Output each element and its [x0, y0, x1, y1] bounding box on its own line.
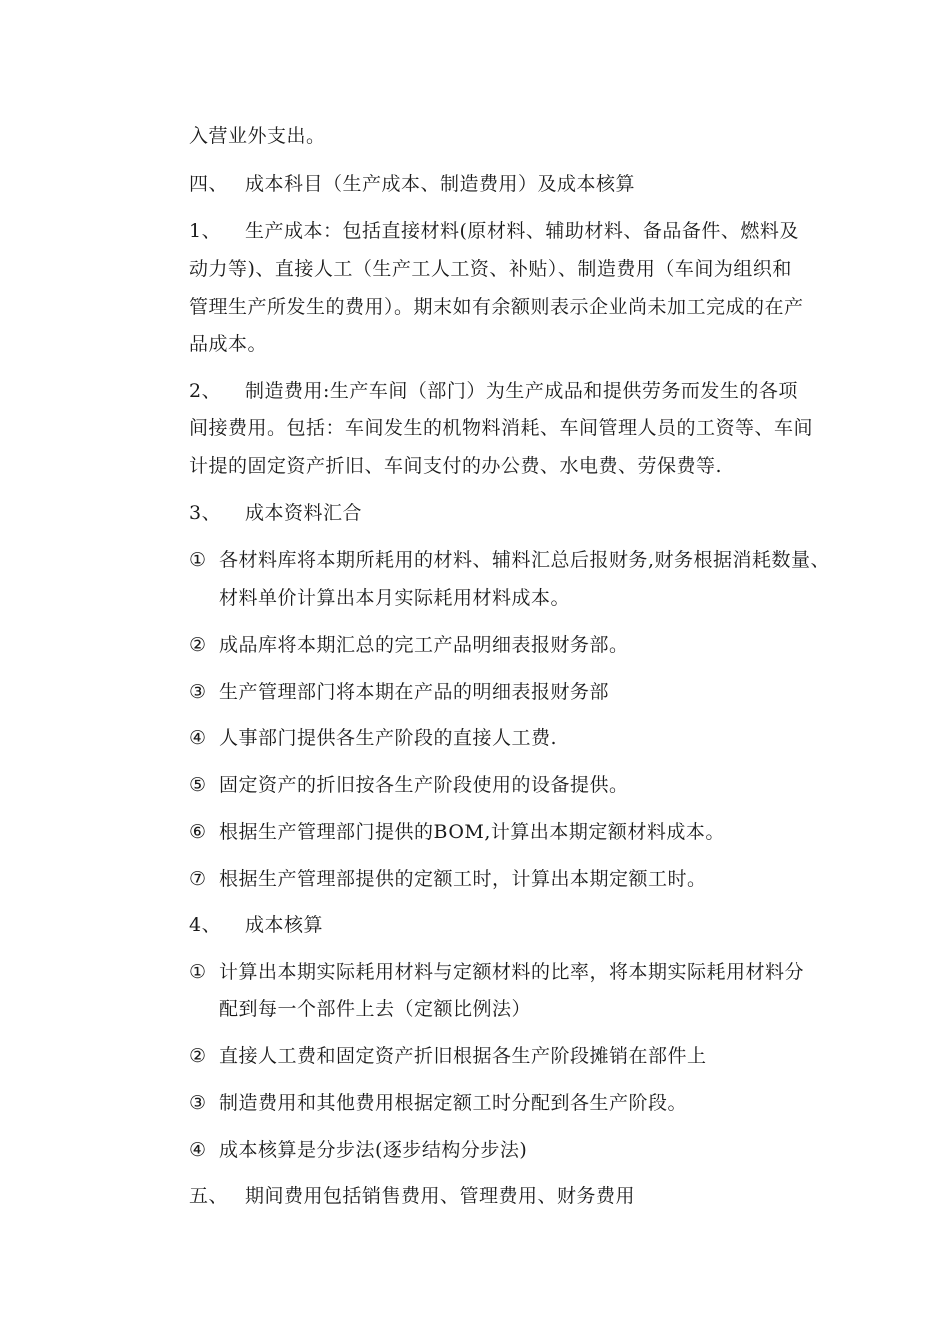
subsection-number: 3、 [189, 502, 222, 524]
paragraph-text: 品成本。 [189, 333, 268, 355]
list-item [189, 867, 707, 891]
item-marker: ③ [189, 681, 207, 703]
subsection-heading-3 [189, 501, 362, 525]
paragraph-text: 生产成本：包括直接材料(原材料、辅助材料、备品备件、燃料及 [245, 220, 799, 242]
item-text: 成品库将本期汇总的完工产品明细表报财务部。 [219, 634, 629, 656]
text-line [189, 257, 792, 281]
item-text: 计算出本期实际耗用材料与定额材料的比率，将本期实际耗用材料分 [219, 961, 805, 983]
list-item [189, 548, 830, 572]
subsection-number: 2、 [189, 380, 222, 402]
line-text: 入营业外支出。 [189, 125, 326, 147]
list-item [189, 633, 629, 657]
text-line [189, 332, 267, 356]
item-text: 直接人工费和固定资产折旧根据各生产阶段摊销在部件上 [219, 1045, 707, 1067]
list-item [189, 820, 725, 844]
item-marker: ③ [189, 1092, 207, 1114]
paragraph-text: 动力等)、直接人工（生产工人工资、补贴）、制造费用（车间为组织和 [189, 258, 792, 280]
paragraph-text: 间接费用。包括：车间发生的机物料消耗、车间管理人员的工资等、车间 [189, 417, 814, 439]
text-line [189, 416, 813, 440]
list-item [189, 1044, 707, 1068]
item-marker: ⑦ [189, 868, 207, 890]
item-marker: ④ [189, 727, 207, 749]
subsection-number: 4、 [189, 914, 222, 936]
item-marker: ② [189, 1045, 207, 1067]
section-title: 期间费用包括销售费用、管理费用、财务费用 [245, 1185, 636, 1207]
list-item [189, 1138, 527, 1162]
list-item-continuation [219, 997, 531, 1021]
subsection-title: 成本核算 [245, 914, 324, 936]
section-title: 成本科目（生产成本、制造费用）及成本核算 [245, 173, 636, 195]
item-text: 固定资产的折旧按各生产阶段使用的设备提供。 [219, 774, 629, 796]
subsection-heading-2 [189, 379, 798, 403]
text-line [189, 295, 804, 319]
list-item [189, 960, 804, 984]
item-text: 配到每一个部件上去（定额比例法） [219, 998, 532, 1020]
item-text: 根据生产管理部门提供的BOM,计算出本期定额材料成本。 [219, 821, 725, 843]
item-marker: ① [189, 549, 207, 571]
item-marker: ⑥ [189, 821, 207, 843]
subsection-number: 1、 [189, 220, 222, 242]
item-text: 各材料库将本期所耗用的材料、辅料汇总后报财务,财务根据消耗数量、 [219, 549, 831, 571]
section-heading-4 [189, 172, 635, 196]
paragraph-text: 计提的固定资产折旧、车间支付的办公费、水电费、劳保费等. [189, 455, 723, 477]
list-item [189, 726, 557, 750]
list-item [189, 1091, 687, 1115]
text-line [189, 124, 326, 148]
paragraph-text: 管理生产所发生的费用）。期末如有余额则表示企业尚未加工完成的在产 [189, 296, 804, 318]
item-text: 材料单价计算出本月实际耗用材料成本。 [219, 587, 571, 609]
item-marker: ① [189, 961, 207, 983]
subsection-heading-4 [189, 913, 323, 937]
text-line [189, 454, 722, 478]
section-number: 五、 [189, 1185, 229, 1207]
item-text: 根据生产管理部提供的定额工时，计算出本期定额工时。 [219, 868, 707, 890]
subsection-heading-1 [189, 219, 799, 243]
item-text: 人事部门提供各生产阶段的直接人工费. [219, 727, 558, 749]
item-marker: ② [189, 634, 207, 656]
paragraph-text: 制造费用:生产车间（部门）为生产成品和提供劳务而发生的各项 [245, 380, 798, 402]
list-item-continuation [219, 586, 570, 610]
section-number: 四、 [189, 173, 229, 195]
section-heading-5 [189, 1184, 635, 1208]
list-item [189, 680, 609, 704]
subsection-title: 成本资料汇合 [245, 502, 363, 524]
item-marker: ④ [189, 1139, 207, 1161]
item-text: 生产管理部门将本期在产品的明细表报财务部 [219, 681, 610, 703]
item-text: 成本核算是分步法(逐步结构分步法) [219, 1139, 528, 1161]
list-item [189, 773, 629, 797]
item-text: 制造费用和其他费用根据定额工时分配到各生产阶段。 [219, 1092, 688, 1114]
item-marker: ⑤ [189, 774, 207, 796]
